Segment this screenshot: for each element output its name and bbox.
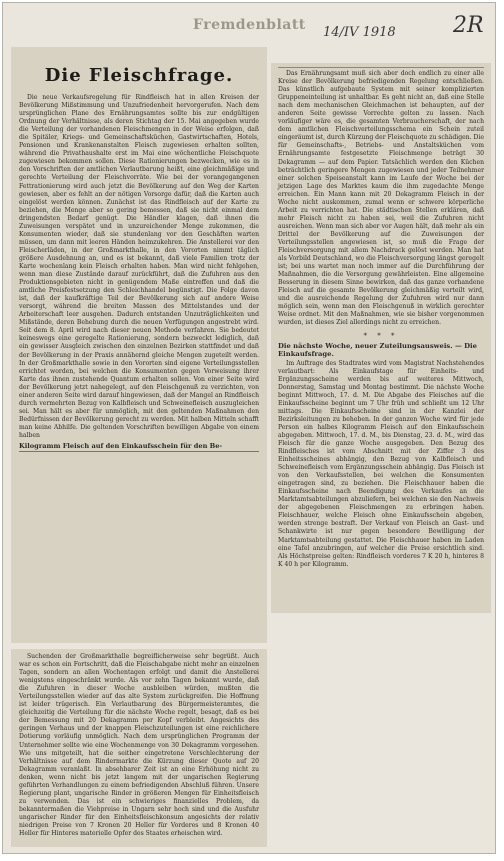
article-bold-line: Kilogramm Fleisch auf den Einkaufsschein für den Be- [19, 442, 259, 452]
notice-body: Im Auftrage des Stadtrates wird vom Magistrat Nachstehendes verlautbart: Als Einkaufstage für Einheits- und Ergänzungsscheine werden bis auf weiteres Mittwoch, Donnerstag, Samstag und Montag bestimmt. Die nächste Woche beginnt Mittwoch, 17. d. M. Die Abgabe des Fleisches auf die Einkaufsscheine beginnt um 7 Uhr früh und schließt um 12 Uhr mittags. Die Einkaufsscheine sind in der Kanzlei der Bezirksleitungen zu beheben. In der ganzen Woche wird für jede Person ein halbes Kilogramm Fleisch auf den Einkaufsschein abgegeben. Mittwoch, 17. d. M., bis Dienstag, 23. d. M., wird das Fleisch für die ganze Woche ausgegeben. Den Bezug des Rindfleisches ist vom Abschnitt mit der Ziffer 3 des Einheitsscheines abhängig, den Bezug von Kalbfleisch und Schweinefleisch vom Ergänzungsschein abhängig. Das Fleisch ist von den Verkaufsstellen, bei welchen die Konsumenten eingetragen sind, zu beziehen. Die Fleischhauer haben die Einkaufsscheine nach Beendigung des Verkaufes an die Marktamtsabteilungen abzuliefern, bei welchen sie den Nachweis der abgegebenen Fleischmengen zu erbringen haben. Fleischhauer, welche Fleisch ohne Einkaufsschein abgeben, werden strenge bestraft. Der Verkauf von Fleisch an Gast- und Schankwirte ist nur gegen besondere Bewilligung der Marktamtsabteilung gestattet. Die Fleischhauer haben im Laden eine Tafel anzubringen, auf welcher die Preise ersichtlich sind. Als Höchstpreise gelten: Rindfleisch vorderes 7 K 20 h, hinteres 8 K 40 h per Kilogramm. [278, 359, 484, 568]
clipping-lower [11, 649, 267, 847]
handwritten-date: 14/IV 1918 [323, 25, 396, 40]
top-rule [278, 67, 484, 68]
right-article-body: Das Ernährungsamt muß sich aber doch endlich zu einer alle Kreise der Bevölkerung befriedigenden Regelung entschließen. Das künstlich aufgebaute System mit seiner komplizierten Gruppeneinteilung ist unhaltbar. Es geht nicht an, daß eine Stelle nach dem mechanischen Gleichmachen ist behaupten, auf der anderen Seite gewisse Vorrechte gelten zu lassen. Nach vorläufiger wäre es, die gesamten Verbraucherschaft, der nach dem amtlichen Fleischverteilungsschema ein Schein zuteil eingeräumt ist, durch Kürzung der Fleischquote zu schädigen. Die für Gemeinschafts-, Betriebs- und Anstaltsküchen vom Ernährungsamte festgesetzte Fleischmenge beträgt 30 Dekagramm — auf dem Papier. Tatsächlich werden den Küchen beträchtlich geringere Mengen zugewiesen und jeder Teilnehmer einer solchen Speiseanstalt kann im Laufe der Woche bei der jetzigen Lage des Marktes kaum die ihm zugedachte Menge erreichen. Ein Mann kann mit 20 Dekagramm Fleisch in der Woche nicht auskommen, zumal wenn er schwere körperliche Arbeit zu verrichten hat. Die städtischen Stellen erklären, daß mehr Fleisch nicht zu haben sei, weil die Zufuhren nicht ausreichen. Wenn man sich aber vor Augen hält, daß mehr als ein Drittel der Bevölkerung auf die Zuweisungen der Verteilungsstellen angewiesen ist, so muß die Frage der Fleischversorgung mit allem Nachdruck gelöst werden. Man hat als Vorbild Deutschland, wo die Fleischversorgung längst geregelt ist; bei uns wartet man noch immer auf die Durchführung der Maßnahmen, die die Versorgung gewährleisten. Eine allgemeine Besserung in diesem Sinne bewirken, daß das ganze vorhandene Fleisch auf die gesamte Bevölkerung gleichmäßig verteilt wird, und die ausreichende Regelung der Zufuhren wird nur dann möglich sein, wenn man den Fleischgenuß in wirklich gerechter Weise ordnet. Mit den Maßnahmen, wie sie bisher vorgenommen wurden, ist dieses Ziel allerdings nicht zu erreichen. [278, 70, 484, 327]
article-body: Die neue Verkaufsregelung für Rindfleisch hat in allen Kreisen der Bevölkerung Mißstimmung und Unzufriedenheit hervorgerufen. Nach dem ursprünglichen Plane des Ernährungsamtes sollte bis zur endgültigen Ordnung der Verhältnisse, als deren Stichtag der 15. Mai angegeben wurde die Verteilung der vorhandenen Fleischmengen in der Weise erfolgen, daß die Spitäler, Kriegs- und Gemeinschaftsküchen, Gastwirtschaften, Hotels, Pensionen und Krankenanstalten Fleisch zugewiesen erhalten sollten, während die Privathaushalte erst im Mai eine wöchentliche Fleischquote zugewiesen bekommen sollen. Diese Rationierungen bezwecken, wie es in den Vorschriften der amtlichen Verlautbarung heißt, eine gleichmäßige und gerechte Verteilung der Fleischvorräte. Wie bei der vorangegangenen Fettrationierung wird auch jetzt die Bevölkerung auf den Weg der Karten gewiesen, aber es fehlt an der nötigen Vorsorge dafür, daß die Karten auch eingelöst werden können. Zunächst ist das Rindfleisch auf der Karte zu beziehen, die Menge aber so gering bemessen, daß sie nicht einmal dem dringendsten Bedarf genügt. Die Händler klagen, daß ihnen die Zuweisungen verspätet und in unzureichender Menge zukommen, die Konsumenten wieder, daß sie stundenlang vor den Geschäften warten müssen, um dann mit leeren Händen heimzukehren. Die Anstellerei vor den Fleischerläden, in der Großmarkthalle, in den Vororten nimmt täglich größere Ausdehnung an, und es ist bekannt, daß viele Familien trotz der Karte wochenlang kein Fleisch erhalten haben. Man wird nicht fehlgehen, wenn man diese Zustände darauf zurückführt, daß die Zufuhren aus den Produktionsgebieten nicht in genügendem Maße eintreffen und daß die amtliche Preisfestsetzung den Schleichhandel begünstigt. Die Folge davon ist, daß der kaufkräftige Teil der Bevölkerung sich auf andere Weise versorgt, während die breiten Massen des Mittelstandes und der Arbeiterschaft leer ausgehen. Dadurch entstanden Unzuträglichkeiten und Mißstände, deren Behebung durch die neuen Verfügungen angestrebt wird. Seit dem 8. April wird nach dieser neuen Methode verfahren. Sie bedeutet keineswegs eine geregelte Rationierung, sondern bezweckt lediglich, daß ein gewisser Ausgleich zwischen den einzelnen Bezirken stattfindet und daß der Bevölkerung in der Praxis annähernd gleiche Mengen zugeteilt werden. In der Großmarkthalle sowie in den Vororten sind eigene Verteilungsstellen errichtet worden, bei welchen die Konsumenten gegen Vorweisung ihrer Karte das ihnen zustehende Quantum erhalten sollen. Von einer Seite wird der Bevölkerung jetzt nahegelegt, auf den Fleischgenuß zu verzichten, von einer anderen Seite wird darauf hingewiesen, daß der Mangel an Rindfleisch durch vermehrten Bezug von Kalbfleisch und Schweinefleisch auszugleichen sei. Man hält es aber für unmöglich, mit den geltenden Maßnahmen den Bedürfnissen der Bevölkerung gerecht zu werden. Mit halben Mitteln schafft man keine Abhilfe. Die geltenden Vorschriften bewilligen Abgabe von einem halben [19, 94, 259, 439]
clipping-main [11, 47, 267, 643]
article-headline: Die Fleischfrage. [44, 65, 234, 86]
clipping-right [271, 63, 491, 613]
handwritten-number: 2R [453, 13, 484, 38]
masthead: Fremdenblatt [193, 17, 306, 33]
notice-heading: Die nächste Woche, neuer Zuteilungsausweis. — Die Einkaufsfrage. [278, 341, 477, 358]
lower-article-body: Suchenden der Großmarkthalle begreiflicherweise sehr begrüßt. Auch war es schon ein Fortschritt, daß die Fleischabgabe nicht mehr an einzelnen Tagen, sondern an allen Wochentagen erfolgt und damit die Anstellerei wenigstens eingeschränkt wurde. Als vor zehn Tagen bekannt wurde, daß die Zufuhren in dieser Woche ausbleiben würden, mußten die Verteilungsstellen wieder auf das alte System zurückgreifen. Die Hoffnung ist leider trügerisch. Ein Verlautbarung des Bürgermeisteramtes, die gleichzeitig die Verteilung für die nächste Woche regelt, besagt, daß es bei der Bemessung mit 20 Dekagramm per Kopf verbleibt. Angesichts des geringen Verhaus und der knappen Fleischzuteilungen ist eine reichlichere Dotierung vorläufig unmöglich. Nach dem ursprünglichen Programm der Unternehmer sollte wie eine Wochenmenge von 30 Dekagramm vorgesehen. Wie uns mitgeteilt, hat die seither eingetretene Verschlechterung der Verhältnisse auf dem Rindermarkte die Kürzung dieser Quote auf 20 Dekagramm veranlaßt. In absehbarer Zeit ist an eine Erhöhung nicht zu denken, wenn nicht bis jetzt langem mit der ungarischen Regierung geführten Verhandlungen zu einem befriedigenden Abschluß führen. Unsere Regierung plant, ungarische Rinder in größeren Mengen für Einheitsfleisch zu verwenden. Das ist ein schwieriges finanzielles Problem, da bekanntermaßen die Viehpreise in Ungarn sehr hoch sind und die Ausfuhr ungarischer Rinder für den Einheitsfleischkonsum angesichts der relativ niedrigen Preise von 7 Kronen 20 Heller für Vorderes und 8 Kronen 40 Heller für Hinteres materielle Opfer des Staates erheischen wird. [19, 653, 259, 838]
document-sheet [2, 2, 496, 854]
separator: * * * [363, 331, 399, 340]
